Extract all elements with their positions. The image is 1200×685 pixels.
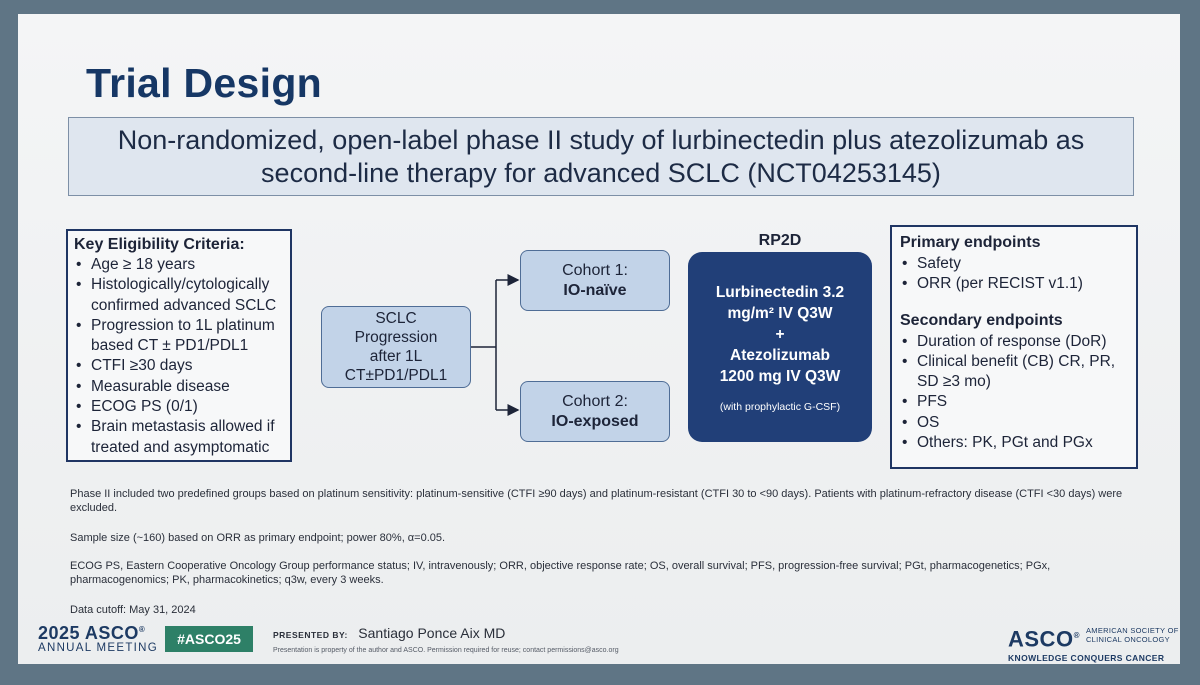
logo-text: ASCO [1008,626,1074,652]
secondary-endpoint-item: • Duration of response (DoR) [900,332,1128,352]
logo-org-line: CLINICAL ONCOLOGY [1085,635,1170,644]
eligibility-item: • Brain metastasis allowed if treated and asymptomatic [74,417,284,458]
sclc-line: after 1L [369,348,423,365]
secondary-endpoint-item: • OS [900,413,1128,433]
rp2d-label: RP2D [758,232,802,249]
registered-mark: ® [138,625,146,634]
logo-tagline: KNOWLEDGE CONQUERS CANCER [1008,653,1165,664]
primary-endpoint-item: • Safety [900,254,1128,274]
presented-by-label: PRESENTED BY: [273,630,348,640]
secondary-endpoints-heading: Secondary endpoints [900,311,1063,329]
regimen-line: + [775,325,785,343]
regimen-line: mg/m² IV Q3W [727,304,833,322]
logo-org-line: AMERICAN SOCIETY OF [1085,626,1179,635]
eligibility-item: • CTFI ≥30 days [74,356,284,376]
logo-registered-mark: ® [1073,631,1080,640]
footnote-sample-size: Sample size (~160) based on ORR as primary endpoint; power 80%, α=0.05. [70,532,446,544]
eligibility-item: • ECOG PS (0/1) [74,397,284,417]
meeting-subtitle: ANNUAL MEETING [38,642,159,654]
legal-notice: Presentation is property of the author and ASCO. Permission required for reuse; contact permissions@asco.org [273,647,619,654]
meeting-year-text: 2025 ASCO [38,623,139,643]
page-title: Trial Design [86,60,323,106]
eligibility-item: • Progression to 1L platinum based CT ± PD1/PDL1 [74,316,284,357]
secondary-endpoint-item: • PFS [900,392,1128,412]
primary-endpoints-heading: Primary endpoints [900,234,1041,251]
rp2d-regimen-box [688,252,872,442]
sclc-line: CT±PD1/PDL1 [344,367,448,384]
regimen-note: (with prophylactic G-CSF) [719,400,841,413]
hashtag-badge: #ASCO25 [165,626,253,652]
footnote-groups: Phase II included two predefined groups based on platinum sensitivity: platinum-sensitive (CTFI ≥90 days) and platinum-resistant (CTFI 30 to <90 days). Patients with platinum-refractory disease (CTFI <30 days) were excluded. [70,488,1123,514]
asco-annual-meeting-logo [38,623,158,654]
logo-org-name [1086,626,1179,644]
cohort-1-box [520,250,670,311]
cohort-1-name: IO-naïve [563,281,627,299]
presenter-name: Santiago Ponce Aix MD [358,625,506,641]
secondary-endpoint-item: • Others: PK, PGt and PGx [900,433,1128,453]
presenter-line [273,625,505,643]
asco-society-logo [1008,625,1179,663]
eligibility-item: • Histologically/cytologically confirmed advanced SCLC [74,275,284,316]
study-summary-text: Non-randomized, open-label phase II study of lurbinectedin plus atezolizumab as second-line therapy for advanced SCLC (NCT04253145) [117,124,1085,188]
cohort-2-name: IO-exposed [551,412,639,430]
cohort-2-box [520,381,670,442]
eligibility-heading: Key Eligibility Criteria: [74,236,245,253]
eligibility-item: • Age ≥ 18 years [74,255,284,275]
regimen-line: 1200 mg IV Q3W [719,367,841,385]
sclc-progression-box [321,306,471,388]
cohort-1-label: Cohort 1: [562,261,628,279]
endpoints-box [890,225,1138,469]
sclc-line: SCLC [375,310,417,327]
regimen-line: Lurbinectedin 3.2 [715,283,845,301]
secondary-endpoint-item: • Clinical benefit (CB) CR, PR, SD ≥3 mo) [900,352,1128,393]
regimen-line: Atezolizumab [730,346,830,364]
eligibility-item: • Measurable disease [74,377,284,397]
footnote-data-cutoff: Data cutoff: May 31, 2024 [70,604,196,616]
slide [18,14,1180,664]
cohort-2-label: Cohort 2: [562,392,628,410]
footnote-abbreviations: ECOG PS, Eastern Cooperative Oncology Group performance status; IV, intravenously; ORR, objective response rate; OS, overall survival; PFS, progression-free survival; PGt, pharmacogenetics; PGx, pharmacogenomics; PK, pharmacokinetics; q3w, every 3 weeks. [70,560,1051,586]
primary-endpoint-item: • ORR (per RECIST v1.1) [900,274,1128,294]
sclc-line: Progression [354,329,438,346]
